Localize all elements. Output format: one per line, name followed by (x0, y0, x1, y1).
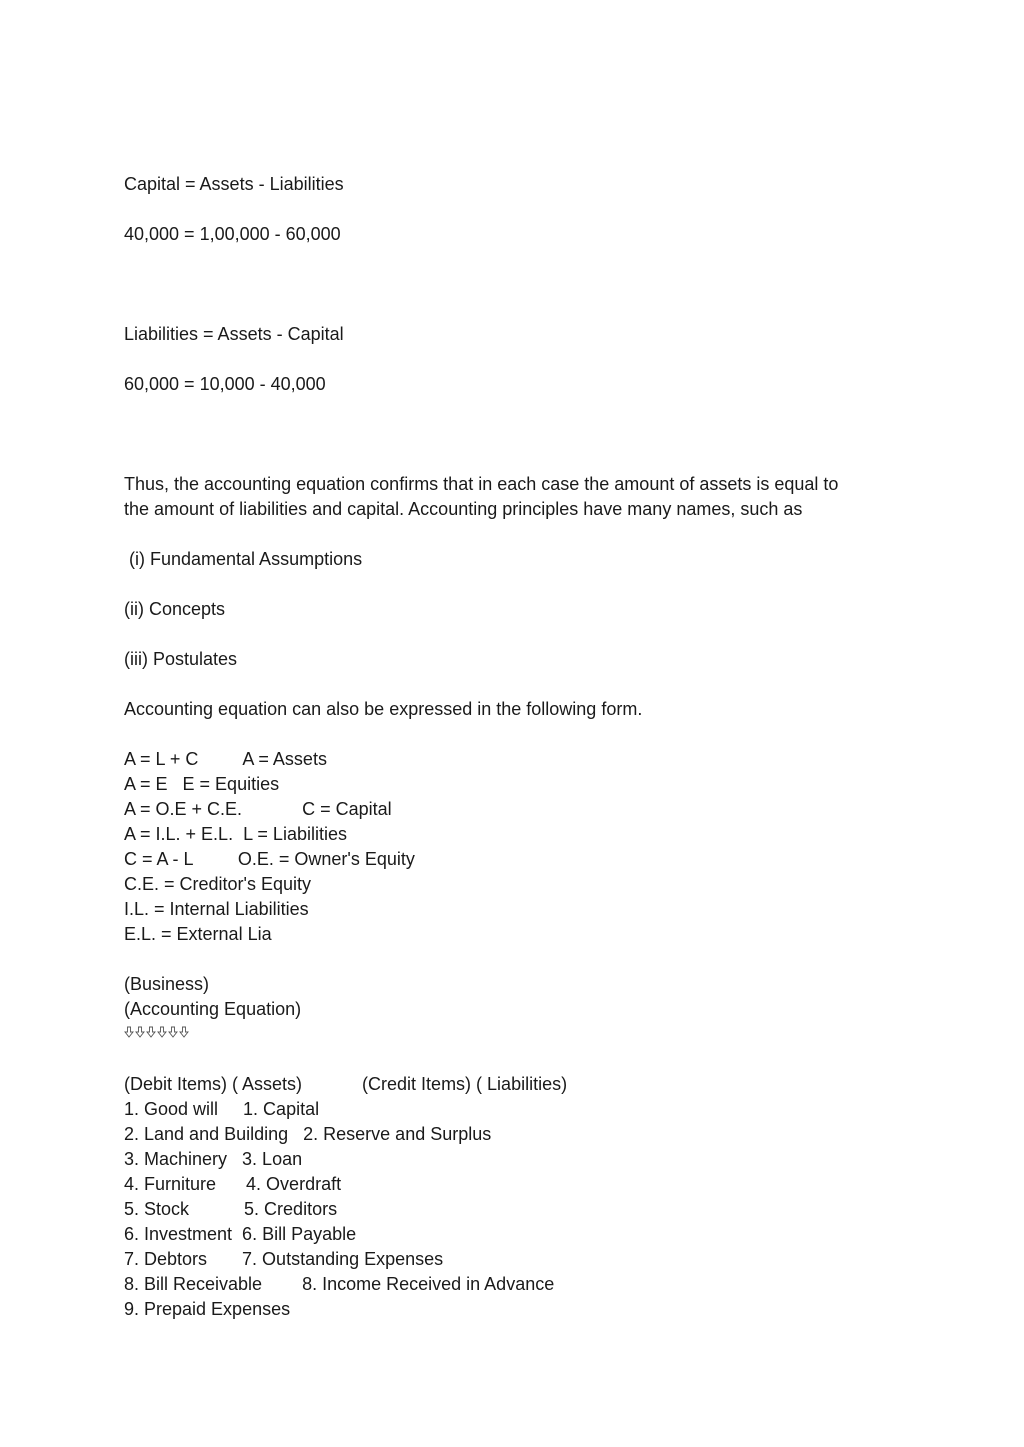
item-row: 8. Bill Receivable 8. Income Received in Advance (124, 1274, 555, 1294)
equation-form-line: E.L. = External Lia (124, 924, 272, 944)
equation-form-line: A = O.E + C.E. C = Capital (124, 799, 392, 819)
item-row: 3. Machinery 3. Loan (124, 1149, 303, 1169)
down-arrow-outline-icon (168, 1026, 178, 1038)
equation-capital: Capital = Assets - Liabilities (124, 174, 344, 194)
list-item-postulates: (iii) Postulates (124, 649, 238, 669)
item-row: 4. Furniture 4. Overdraft (124, 1174, 342, 1194)
down-arrow-outline-icon (135, 1026, 145, 1038)
down-arrow-outline-icon (146, 1026, 156, 1038)
paragraph-line-1: Thus, the accounting equation confirms that in each case the amount of assets is equal to (124, 474, 839, 494)
list-item-concepts: (ii) Concepts (124, 599, 226, 619)
down-arrow-outline-icon (179, 1026, 189, 1038)
equation-form-line: C.E. = Creditor's Equity (124, 874, 312, 894)
equation-capital-values: 40,000 = 1,00,000 - 60,000 (124, 224, 341, 244)
accounting-equation-label: (Accounting Equation) (124, 999, 302, 1019)
equation-liabilities-values: 60,000 = 10,000 - 40,000 (124, 374, 326, 394)
equation-form-line: A = I.L. + E.L. L = Liabilities (124, 824, 347, 844)
item-row: 1. Good will 1. Capital (124, 1099, 320, 1119)
down-arrow-outline-icon (157, 1026, 167, 1038)
equation-form-line: A = E E = Equities (124, 774, 280, 794)
down-arrow-outline-icon (124, 1026, 134, 1038)
equation-form-line: A = L + C A = Assets (124, 749, 327, 769)
item-row: 5. Stock 5. Creditors (124, 1199, 338, 1219)
items-header: (Debit Items) ( Assets) (Credit Items) ( Liabilities) (124, 1074, 568, 1094)
equation-form-line: C = A - L O.E. = Owner's Equity (124, 849, 415, 869)
equation-form-line: I.L. = Internal Liabilities (124, 899, 309, 919)
item-row: 7. Debtors 7. Outstanding Expenses (124, 1249, 444, 1269)
business-label: (Business) (124, 974, 210, 994)
item-row: 6. Investment 6. Bill Payable (124, 1224, 357, 1244)
list-item-fundamental-assumptions: (i) Fundamental Assumptions (124, 549, 363, 569)
equation-forms-intro: Accounting equation can also be expressed in the following form. (124, 699, 643, 719)
paragraph-line-2: the amount of liabilities and capital. Accounting principles have many names, such as (124, 499, 803, 519)
item-row: 9. Prepaid Expenses (124, 1299, 291, 1319)
down-arrow-row (124, 1026, 189, 1040)
item-row: 2. Land and Building 2. Reserve and Surplus (124, 1124, 492, 1144)
equation-liabilities: Liabilities = Assets - Capital (124, 324, 344, 344)
